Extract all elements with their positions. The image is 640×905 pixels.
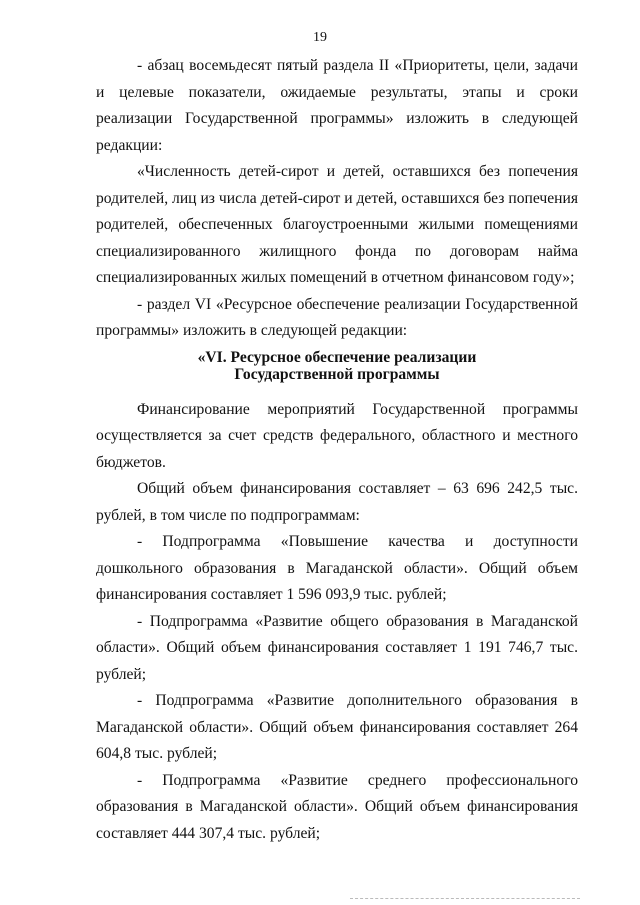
paragraph-subprogram-preschool: - Подпрограмма «Повышение качества и доступности дошкольного образования в Магаданской области». Общий объем финансирования составляет 1 596 093,9 тыс. рублей; xyxy=(96,533,578,603)
paragraph-quoted-indicator: «Численность детей-сирот и детей, оставшихся без попечения родителей, лиц из числа детей-сирот и детей, оставшихся без попечения родителей, обеспеченных благоустроенными жилыми помещениями специализированного жилищного фонда по договорам найма специализированных жилых помещений в отчетном финансовом году»; xyxy=(96,163,578,286)
paragraph-financing-sources: Финансирование мероприятий Государственной программы осуществляется за счет средств федерального, областного и местного бюджетов. xyxy=(96,400,578,471)
paragraph-subprogram-vocational: - Подпрограмма «Развитие среднего профессионального образования в Магаданской области». Общий объем финансирования составляет 444 307,4 тыс. рублей; xyxy=(96,771,578,842)
heading-spacer xyxy=(96,383,578,397)
page-number: 19 xyxy=(313,30,327,45)
section-heading-line-1: «VI. Ресурсное обеспечение реализации xyxy=(197,348,477,366)
paragraph-amendment-section-6: - раздел VI «Ресурсное обеспечение реализации Государственной программы» изложить в следующей редакции: xyxy=(96,295,578,339)
paragraph-subprogram-additional: - Подпрограмма «Развитие дополнительного образования в Магаданской области». Общий объем финансирования составляет 264 604,8 тыс. рублей; xyxy=(96,692,578,762)
paragraph-total-financing: Общий объем финансирования составляет – 63 696 242,5 тыс. рублей, в том числе по подпрограммам: xyxy=(96,480,578,524)
section-heading-line-2: Государственной программы xyxy=(234,365,440,383)
scan-artifact-line xyxy=(350,898,580,901)
section-heading xyxy=(96,349,578,383)
document-body xyxy=(96,53,578,847)
paragraph-amendment-section-2: - абзац восемьдесят пятый раздела II «Приоритеты, цели, задачи и целевые показатели, ожидаемые результаты, этапы и сроки реализации Государственной программы» изложить в следующей редакции: xyxy=(96,57,578,154)
paragraph-subprogram-general: - Подпрограмма «Развитие общего образования в Магаданской области». Общий объем финансирования составляет 1 191 746,7 тыс. рублей; xyxy=(96,612,578,683)
